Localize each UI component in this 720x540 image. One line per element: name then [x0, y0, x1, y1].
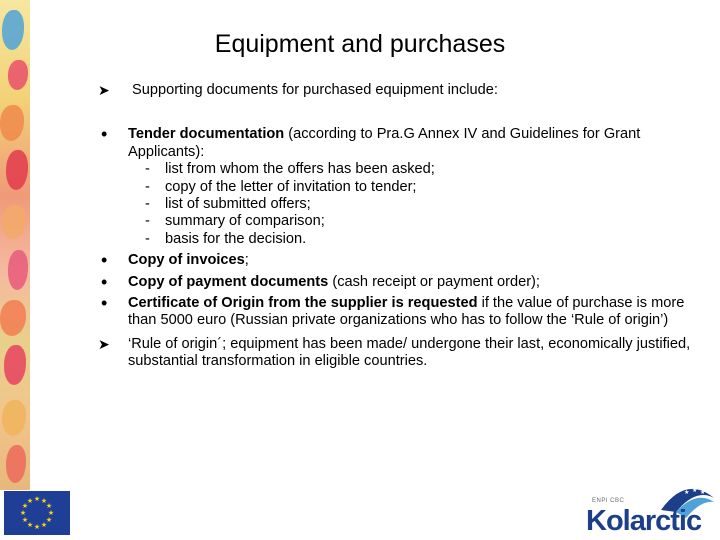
svg-text:★: ★: [700, 489, 706, 496]
svg-text:★: ★: [684, 489, 690, 496]
tender-subitem: - copy of the letter of invitation to tender;: [145, 178, 417, 195]
tender-subitem: - summary of comparison;: [145, 213, 325, 230]
decor-blob: [8, 250, 28, 290]
decor-blob: [0, 300, 26, 336]
payment-description: (cash receipt or payment order);: [328, 273, 540, 290]
logo-program-label: ENPI CBC: [592, 498, 625, 504]
tender-description: (according to Pra.G Annex IV and Guidelines for Grant Applicants):: [128, 126, 641, 160]
payment-heading: Copy of payment documents: [128, 273, 329, 290]
origin-heading: Certificate of Origin from the supplier is requested: [128, 295, 478, 312]
tender-heading: Tender documentation: [128, 126, 285, 143]
tender-subitem-text: copy of the letter of invitation to tender;: [165, 178, 417, 195]
svg-text:★: ★: [33, 495, 41, 503]
origin-description: if the value of purchase is more than 5000 euro (Russian private organizations who has to follow the ‘Rule of origin’): [128, 295, 685, 329]
svg-text:★: ★: [40, 521, 48, 529]
tender-subitem: - basis for the decision.: [145, 230, 307, 247]
eu-stars-icon: [4, 491, 70, 535]
round-bullet-icon: •: [101, 271, 108, 292]
rule-of-origin-line: [98, 335, 701, 371]
decor-blob: [6, 150, 28, 190]
svg-text:★: ★: [19, 509, 27, 517]
tender-subitem: - list of submitted offers;: [145, 196, 311, 213]
decor-blob: [4, 345, 26, 385]
tender-item: [101, 126, 701, 161]
decor-blob: [8, 60, 28, 90]
decor-blob: [2, 400, 26, 436]
svg-text:★: ★: [21, 502, 29, 510]
tender-subitem: - list from whom the offers has been asked;: [145, 161, 435, 178]
payment-item: [101, 271, 701, 292]
slide-title: Equipment and purchases: [214, 30, 506, 58]
round-bullet-icon: •: [101, 124, 108, 145]
round-bullet-icon: •: [101, 250, 108, 271]
intro-line: [98, 82, 701, 99]
tender-subitem-text: summary of comparison;: [165, 213, 325, 230]
origin-item: [101, 295, 701, 330]
round-bullet-icon: •: [101, 293, 108, 314]
logo-wordmark: Kolarctic: [586, 505, 702, 537]
kolarctic-logo: [584, 480, 718, 540]
svg-text:★: ★: [26, 497, 34, 505]
decor-blob: [6, 445, 26, 483]
decor-blob: [2, 205, 26, 239]
svg-text:★: ★: [47, 509, 55, 517]
slide-body: [98, 82, 701, 371]
svg-text:★: ★: [21, 516, 29, 524]
decorative-side-strip: [0, 0, 30, 490]
svg-text:★: ★: [26, 521, 34, 529]
tender-subitem-text: basis for the decision.: [165, 230, 307, 247]
eu-flag-logo: [4, 491, 70, 535]
invoices-item: [101, 252, 701, 269]
tender-subitem-text: list of submitted offers;: [165, 196, 311, 213]
invoices-heading: Copy of invoices: [128, 252, 245, 269]
svg-text:★: ★: [45, 502, 53, 510]
arrowhead-bullet-icon: ➤: [98, 335, 110, 352]
arrowhead-bullet-icon: ➤: [98, 82, 110, 98]
invoices-suffix: ;: [244, 252, 249, 269]
decor-blob: [0, 105, 24, 141]
intro-text: Supporting documents for purchased equipment include:: [132, 82, 498, 98]
svg-text:★: ★: [33, 523, 41, 531]
rule-of-origin-text: ‘Rule of origin´; equipment has been made/ undergone their last, economically justified, substantial transformation in eligible countries.: [128, 335, 691, 370]
svg-text:★: ★: [45, 516, 53, 524]
svg-text:★: ★: [40, 497, 48, 505]
tender-subitem-text: list from whom the offers has been asked;: [165, 161, 435, 178]
svg-text:★: ★: [692, 487, 698, 494]
